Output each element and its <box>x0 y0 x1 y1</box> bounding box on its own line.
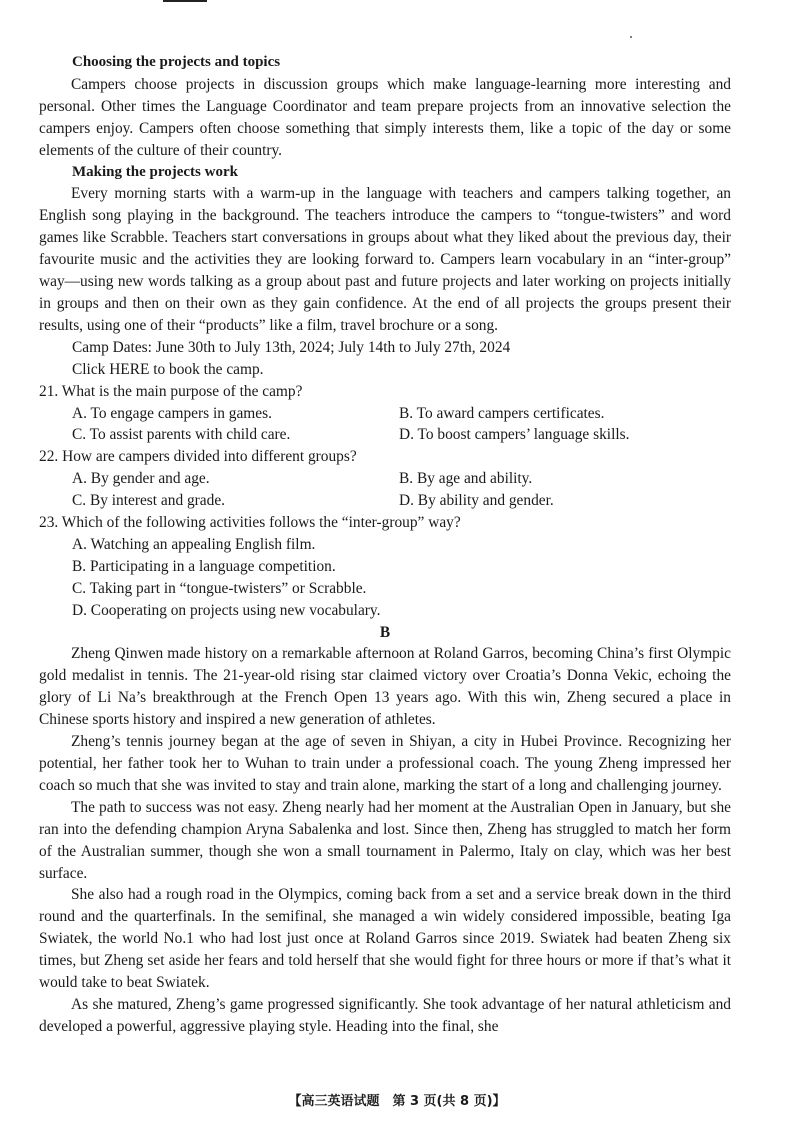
passage-b-paragraph: Zheng Qinwen made history on a remarkable afternoon at Roland Garros, becoming China’s first Olympic gold medalist in tennis. The 21-year-old rising star claimed victory over Croatia’s Donna Vekic, echoing the glory of Li Na’s breakthrough at the French Open 13 years ago. With this win, Zheng secured a place in Chinese sports history and inspired a new generation of athletes. <box>39 645 731 729</box>
passage-b-paragraph: She also had a rough road in the Olympics, coming back from a set and a service break down in the third round and the quarterfinals. In the semifinal, she managed a win widely considered impossible, beating Iga Swiatek, the world No.1 who had lost just once at Roland Garros since 2019. Swiatek had beaten Zheng six times, but Zheng set aside her fears and told herself that she would fight for three hours or more if that’s what it would take to beat Swiatek. <box>39 886 731 992</box>
heading-making-projects-work: Making the projects work <box>72 163 238 180</box>
book-camp-line: Click HERE to book the camp. <box>72 360 264 378</box>
question-21-option-c: C. To assist parents with child care. <box>72 426 291 444</box>
question-23-option-d: D. Cooperating on projects using new vocabulary. <box>72 601 381 619</box>
question-23-stem: 23. Which of the following activities follows the “inter-group” way? <box>39 514 461 532</box>
question-22-option-c: C. By interest and grade. <box>72 492 226 510</box>
question-22-option-b: B. By age and ability. <box>399 470 533 488</box>
scan-speck <box>630 36 632 38</box>
heading-choosing-projects: Choosing the projects and topics <box>72 54 281 70</box>
page-content <box>39 52 731 1038</box>
paragraph-choosing-projects: Campers choose projects in discussion groups which make language-learning more interesting and personal. Other times the Language Coordinator and team prepare projects from an innovative selection the campers enjoy. Campers often choose something that simply interests them, like a topic of the day or some elements of the culture of their country. <box>39 75 731 159</box>
question-22-option-a: A. By gender and age. <box>72 470 210 488</box>
passage-b-paragraph: The path to success was not easy. Zheng nearly had her moment at the Australian Open in January, but she ran into the defending champion Aryna Sabalenka and lost. Since then, Zheng has struggled to match her form of the Australian summer, though she won a small tournament in Palermo, Italy on clay, which was her best surface. <box>39 798 731 882</box>
question-22-option-d: D. By ability and gender. <box>399 492 554 510</box>
paragraph-making-projects-work: Every morning starts with a warm-up in the language with teachers and campers talking together, an English song playing in the background. The teachers introduce the campers to “tongue-twisters” and word games like Scrabble. Teachers start conversations in groups about what they liked about the previous day, their favourite music and the activities they are looking forward to. Campers learn vocabulary in an “inter-group” way—using new words talking as a group about past and future projects and later working on projects initially in groups and then on their own as they gain confidence. At the end of all projects the groups present their results, using one of their “products” like a film, travel brochure or a song. <box>39 185 731 334</box>
question-21-option-d: D. To boost campers’ language skills. <box>399 426 630 444</box>
question-23-option-a: A. Watching an appealing English film. <box>72 535 316 553</box>
passage-b-paragraph: Zheng’s tennis journey began at the age of seven in Shiyan, a city in Hubei Province. Recognizing her potential, her father took her to Wuhan to train under a professional coach. The young Zheng impressed her coach so much that she was invited to stay and train alone, marking the start of a long and challenging journey. <box>39 733 731 794</box>
question-21-options-row-1 <box>39 403 731 425</box>
section-b-label: B <box>379 623 391 641</box>
question-21-option-a: A. To engage campers in games. <box>72 404 272 422</box>
question-23-option-b: B. Participating in a language competition. <box>72 557 336 575</box>
question-21-options-row-2 <box>39 424 731 446</box>
question-21-stem: 21. What is the main purpose of the camp? <box>39 382 303 400</box>
question-22-options-row-1 <box>39 468 731 490</box>
passage-b-paragraph: As she matured, Zheng’s game progressed significantly. She took advantage of her natural athleticism and developed a powerful, aggressive playing style. Heading into the final, she <box>39 995 731 1035</box>
question-22-options-row-2 <box>39 490 731 512</box>
question-21-option-b: B. To award campers certificates. <box>399 404 605 422</box>
question-23-option-c: C. Taking part in “tongue-twisters” or Scrabble. <box>72 579 367 597</box>
question-22-stem: 22. How are campers divided into different groups? <box>39 448 357 466</box>
page-footer: 【高三英语试题 第 3 页(共 8 页)】 <box>288 1094 506 1109</box>
top-rule <box>163 0 207 2</box>
camp-dates: Camp Dates: June 30th to July 13th, 2024; July 14th to July 27th, 2024 <box>72 338 511 356</box>
